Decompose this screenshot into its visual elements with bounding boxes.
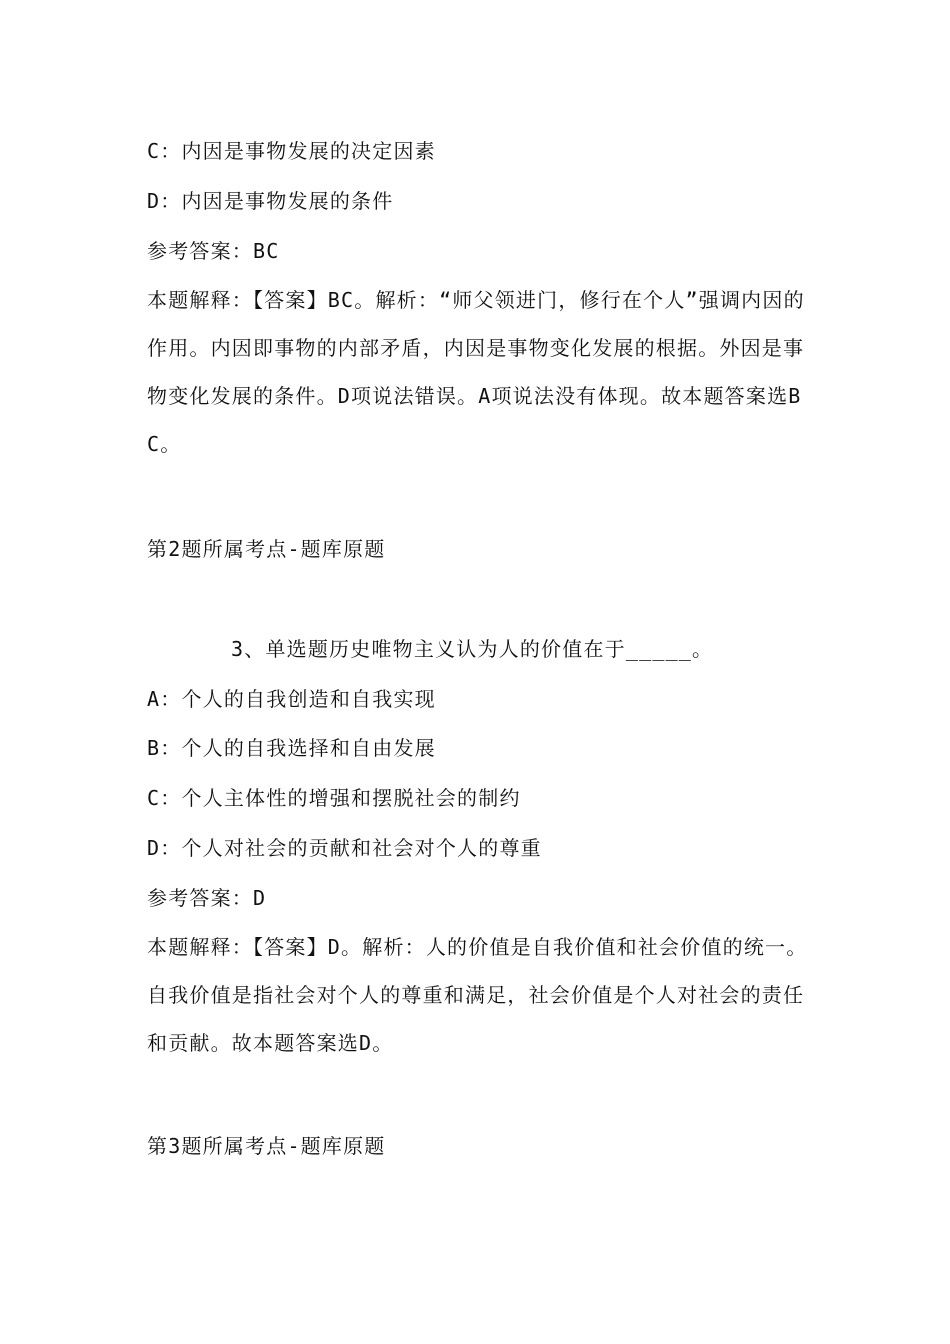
q2-source: 第2题所属考点-题库原题	[147, 537, 386, 561]
q3-option-a: A：个人的自我创造和自我实现	[147, 687, 436, 711]
q3-source: 第3题所属考点-题库原题	[147, 1134, 386, 1158]
q3-option-d: D：个人对社会的贡献和社会对个人的尊重	[147, 836, 542, 860]
q2-explanation: 本题解释：【答案】BC。解析：“师父领进门，修行在个人”强调内因的作用。内因即事物的内部矛盾，内因是事物变化发展的根据。外因是事物变化发展的条件。D项说法错误。A项说法没有体现。故本题答案选BC。	[147, 288, 805, 456]
q3-option-c: C：个人主体性的增强和摆脱社会的制约	[147, 786, 521, 810]
q2-option-d: D：内因是事物发展的条件	[147, 189, 394, 213]
q3-answer: 参考答案：D	[147, 886, 267, 910]
q3-title: 3、单选题历史唯物主义认为人的价值在于_____。	[231, 637, 714, 661]
q3-option-b: B：个人的自我选择和自由发展	[147, 736, 436, 760]
q3-explanation: 本题解释：【答案】D。解析：人的价值是自我价值和社会价值的统一。自我价值是指社会对个人的尊重和满足，社会价值是个人对社会的责任和贡献。故本题答案选D。	[147, 935, 808, 1055]
q2-answer: 参考答案：BC	[147, 239, 280, 263]
q2-option-c: C：内因是事物发展的决定因素	[147, 139, 436, 163]
